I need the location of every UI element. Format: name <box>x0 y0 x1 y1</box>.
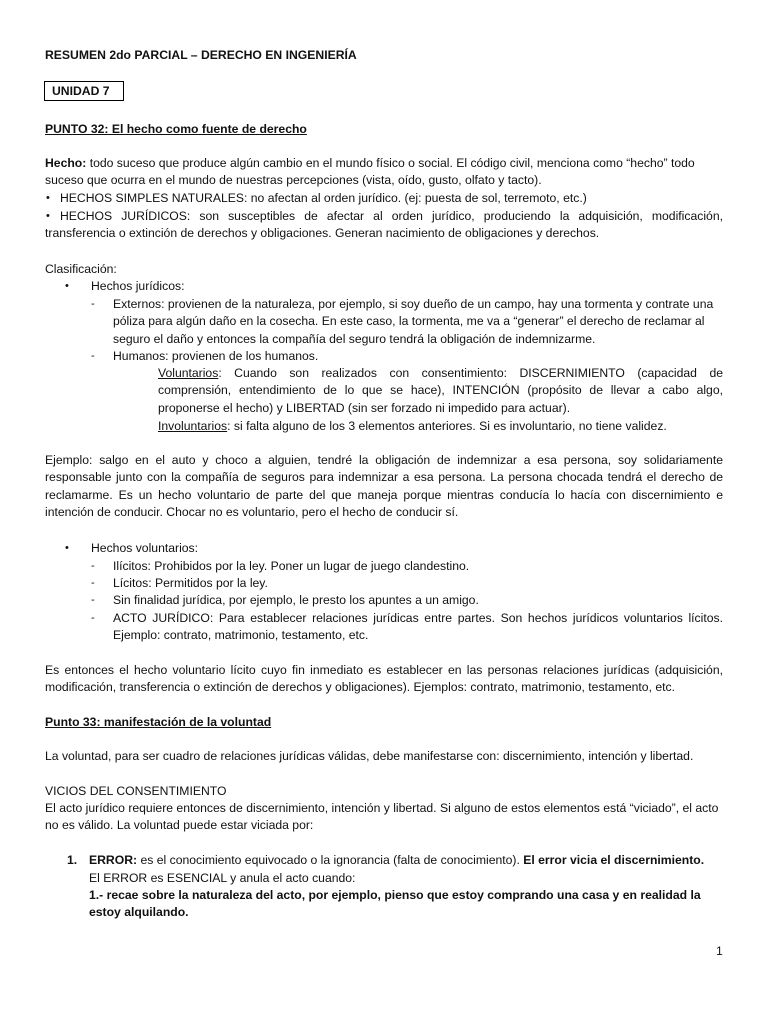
bullet-icon: • <box>65 542 69 554</box>
hechos-juridicos: HECHOS JURÍDICOS: son susceptibles de afectar al orden jurídico, produciendo la adquisición, modificación, transferencia o extinción de derechos y obligaciones. Generan nacimiento de obligaciones y derechos. <box>45 209 723 241</box>
voluntarios-term: Voluntarios <box>158 366 219 380</box>
list-item: ACTO JURÍDICO: Para establecer relaciones jurídicas entre partes. Son hechos jurídicos voluntarios lícitos. Ejemplo: contrato, matrimonio, testamento, etc. <box>113 611 723 643</box>
punto33-text: La voluntad, para ser cuadro de relaciones jurídicas válidas, debe manifestarse con: discernimiento, intención y libertad. <box>45 749 694 763</box>
vicios-heading: VICIOS DEL CONSENTIMIENTO <box>45 784 227 798</box>
punto32-heading: PUNTO 32: El hecho como fuente de derecho <box>45 122 307 136</box>
error-bold: El error vicia el discernimiento. <box>523 853 705 867</box>
humanos-item: Humanos: provienen de los humanos. <box>113 349 319 363</box>
error-text: es el conocimiento equivocado o la ignorancia (falta de conocimiento). <box>137 853 524 867</box>
voluntarios-item <box>158 365 723 417</box>
list-item: Lícitos: Permitidos por la ley. <box>113 576 268 590</box>
clasificacion-heading: Clasificación: <box>45 262 117 276</box>
dash-icon: - <box>91 612 95 624</box>
list-item: Ilícitos: Prohibidos por la ley. Poner un lugar de juego clandestino. <box>113 559 470 573</box>
error-term: ERROR: <box>89 853 138 867</box>
unit-label: UNIDAD 7 <box>52 84 110 98</box>
recae-text: 1.- recae sobre la naturaleza del acto, por ejemplo, pienso que estoy comprando una casa y en realidad la estoy alquilando. <box>89 888 701 920</box>
esencial-text: El ERROR es ESENCIAL y anula el acto cuando: <box>89 871 356 885</box>
dash-icon: - <box>91 560 95 572</box>
page-number: 1 <box>716 944 723 958</box>
involuntarios-term: Involuntarios <box>158 419 228 433</box>
dash-icon: - <box>91 350 95 362</box>
involuntarios-item <box>158 418 723 435</box>
hecho-term: Hecho: <box>45 156 87 170</box>
bullet-icon: • <box>46 192 50 204</box>
error-number: 1. <box>67 853 78 867</box>
bullet-icon: • <box>46 210 50 222</box>
involuntarios-text: : si falta alguno de los 3 elementos anteriores. Si es involuntario, no tiene validez. <box>227 419 667 433</box>
vicios-text: El acto jurídico requiere entonces de discernimiento, intención y libertad. Si alguno de estos elementos está “viciado”, el acto no es válido. La voluntad puede estar viciada por: <box>45 801 719 833</box>
es-entonces-paragraph: Es entonces el hecho voluntario lícito cuyo fin inmediato es establecer en las personas relaciones jurídicas (adquisición, modificación, transferencia o extinción de derechos y obligaciones). Ejemplos: contrato, matrimonio, testamento, etc. <box>45 663 723 695</box>
hechos-simples: HECHOS SIMPLES NATURALES: no afectan al orden jurídico. (ej: puesta de sol, terremoto, etc.) <box>60 191 587 205</box>
document-title: RESUMEN 2do PARCIAL – DERECHO EN INGENIERÍA <box>45 48 357 62</box>
ejemplo-paragraph: Ejemplo: salgo en el auto y choco a alguien, tendré la obligación de indemnizar a esa persona, soy solidariamente responsable junto con la compañía de seguros para indemnizar a esa persona. La persona chocada tendrá el derecho de reclamarme. Es un hecho voluntario de parte del que maneja porque mientras conducía lo hacía con discernimiento e intención de conducir. Chocar no es voluntario, pero el hecho de conducir sí. <box>45 453 723 520</box>
voluntarios-text: : Cuando son realizados con consentimiento: DISCERNIMIENTO (capacidad de comprensión, entendimiento de lo que se hace), INTENCIÓN (propósito de llevar a cabo algo, proponerse el hecho) y LIBERTAD (sin ser forzado ni impedido para actuar). <box>158 366 723 415</box>
bullet-icon: • <box>65 280 69 292</box>
unit-box <box>44 81 124 101</box>
list-item: Sin finalidad jurídica, por ejemplo, le presto los apuntes a un amigo. <box>113 593 479 607</box>
dash-icon: - <box>91 298 95 310</box>
hecho-text: todo suceso que produce algún cambio en el mundo físico o social. El código civil, menciona como “hecho” todo suceso que ocurra en el mundo de nuestras percepciones (vista, oído, gusto, olfato y tacto). <box>45 156 695 188</box>
hechos-voluntarios-label: Hechos voluntarios: <box>91 541 199 555</box>
dash-icon: - <box>91 594 95 606</box>
punto33-heading: Punto 33: manifestación de la voluntad <box>45 715 272 729</box>
externos-item: Externos: provienen de la naturaleza, por ejemplo, si soy dueño de un campo, hay una tormenta y contrate una póliza para algún daño en la cosecha. En este caso, la tormenta, me va a “generar” el derecho de reclamar al seguro el daño y entonces la compañía del seguro tendrá la obligación de indemnizarme. <box>113 297 714 346</box>
error-item <box>89 852 723 869</box>
hecho-paragraph <box>45 155 723 190</box>
dash-icon: - <box>91 577 95 589</box>
hechos-juridicos-label: Hechos jurídicos: <box>91 279 185 293</box>
